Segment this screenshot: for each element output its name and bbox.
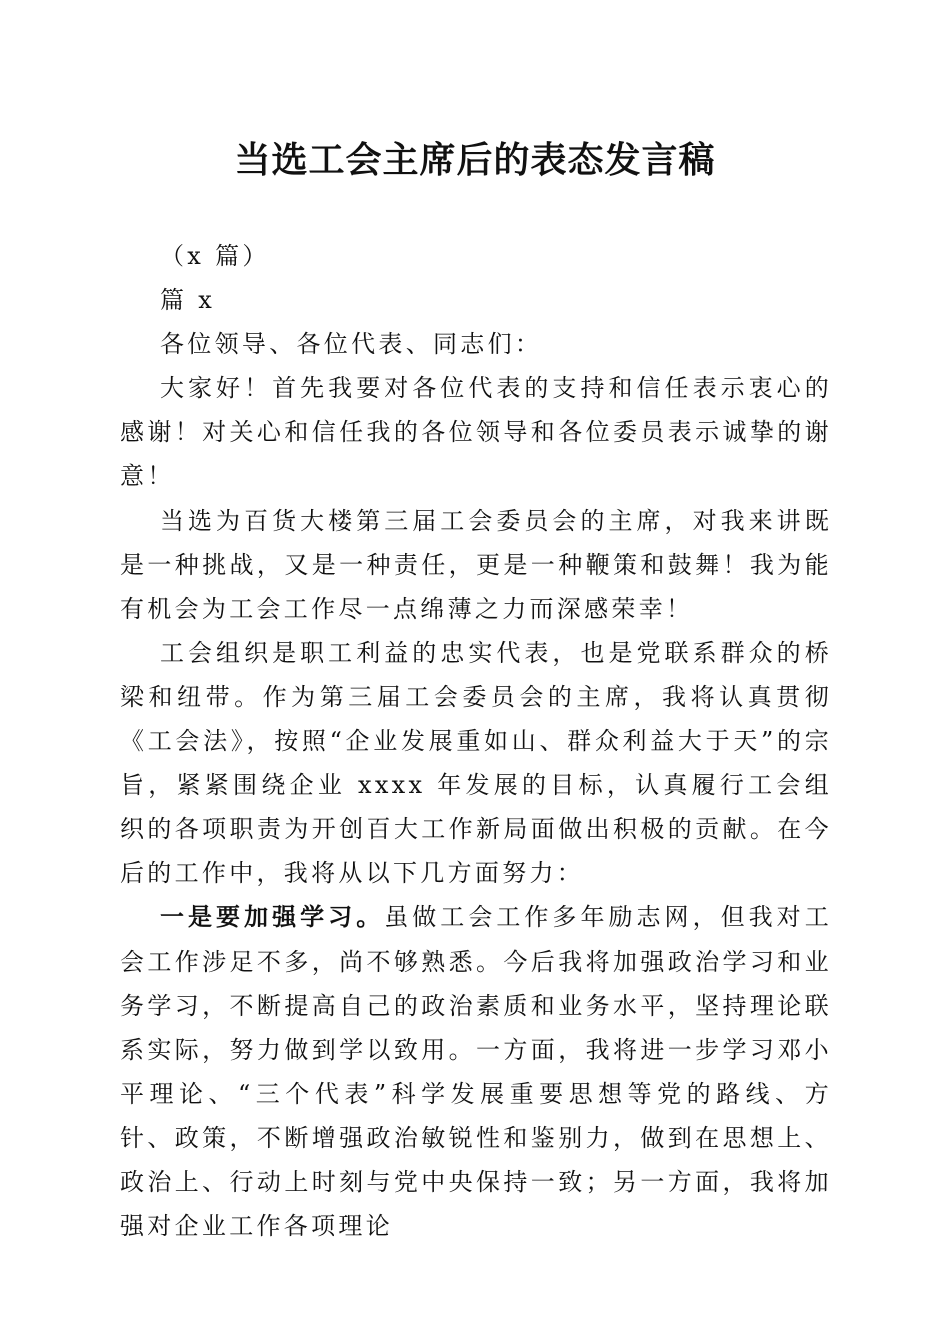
- document-body: [120, 234, 832, 1248]
- document-title: 当选工会主席后的表态发言稿: [234, 139, 716, 181]
- paragraph-salutation: 各位领导、各位代表、同志们：: [160, 330, 543, 359]
- paragraph-study-text: 虽做工会工作多年励志网，但我对工会工作涉足不多，尚不够熟悉。今后我将加强政治学习和业务学习，不断提高自己的政治素质和业务水平，坚持理论联系实际，努力做到学以致用。一方面，我将进一步学习邓小平理论、“三个代表”科学发展重要思想等党的路线、方针、政策，不断增强政治敏锐性和鉴别力，做到在思想上、政治上、行动上时刻与党中央保持一致；另一方面，我将加强对企业工作各项理论: [120, 903, 832, 1241]
- paragraph-part-label: 篇 x: [160, 286, 216, 315]
- paragraph-study-lead: 一是要加强学习。: [160, 902, 385, 932]
- paragraph-thanks: 大家好！首先我要对各位代表的支持和信任表示衷心的感谢！对关心和信任我的各位领导和各位委员表示诚挚的谢意！: [120, 374, 832, 491]
- paragraph-study: [120, 895, 832, 1248]
- paragraph-election: 当选为百货大楼第三届工会委员会的主席，对我来讲既是一种挑战，又是一种责任，更是一种鞭策和鼓舞！我为能有机会为工会工作尽一点绵薄之力而深感荣幸！: [120, 506, 832, 623]
- paragraph-count: （x 篇）: [160, 242, 270, 270]
- paragraph-union-role: 工会组织是职工利益的忠实代表，也是党联系群众的桥梁和纽带。作为第三届工会委员会的主席，我将认真贯彻《工会法》，按照“企业发展重如山、群众利益大于天”的宗旨，紧紧围绕企业 xxxx 年发展的目标，认真履行工会组织的各项职责为开创百大工作新局面做出积极的贡献。在今后的工作中，我将从以下几方面努力：: [120, 638, 832, 888]
